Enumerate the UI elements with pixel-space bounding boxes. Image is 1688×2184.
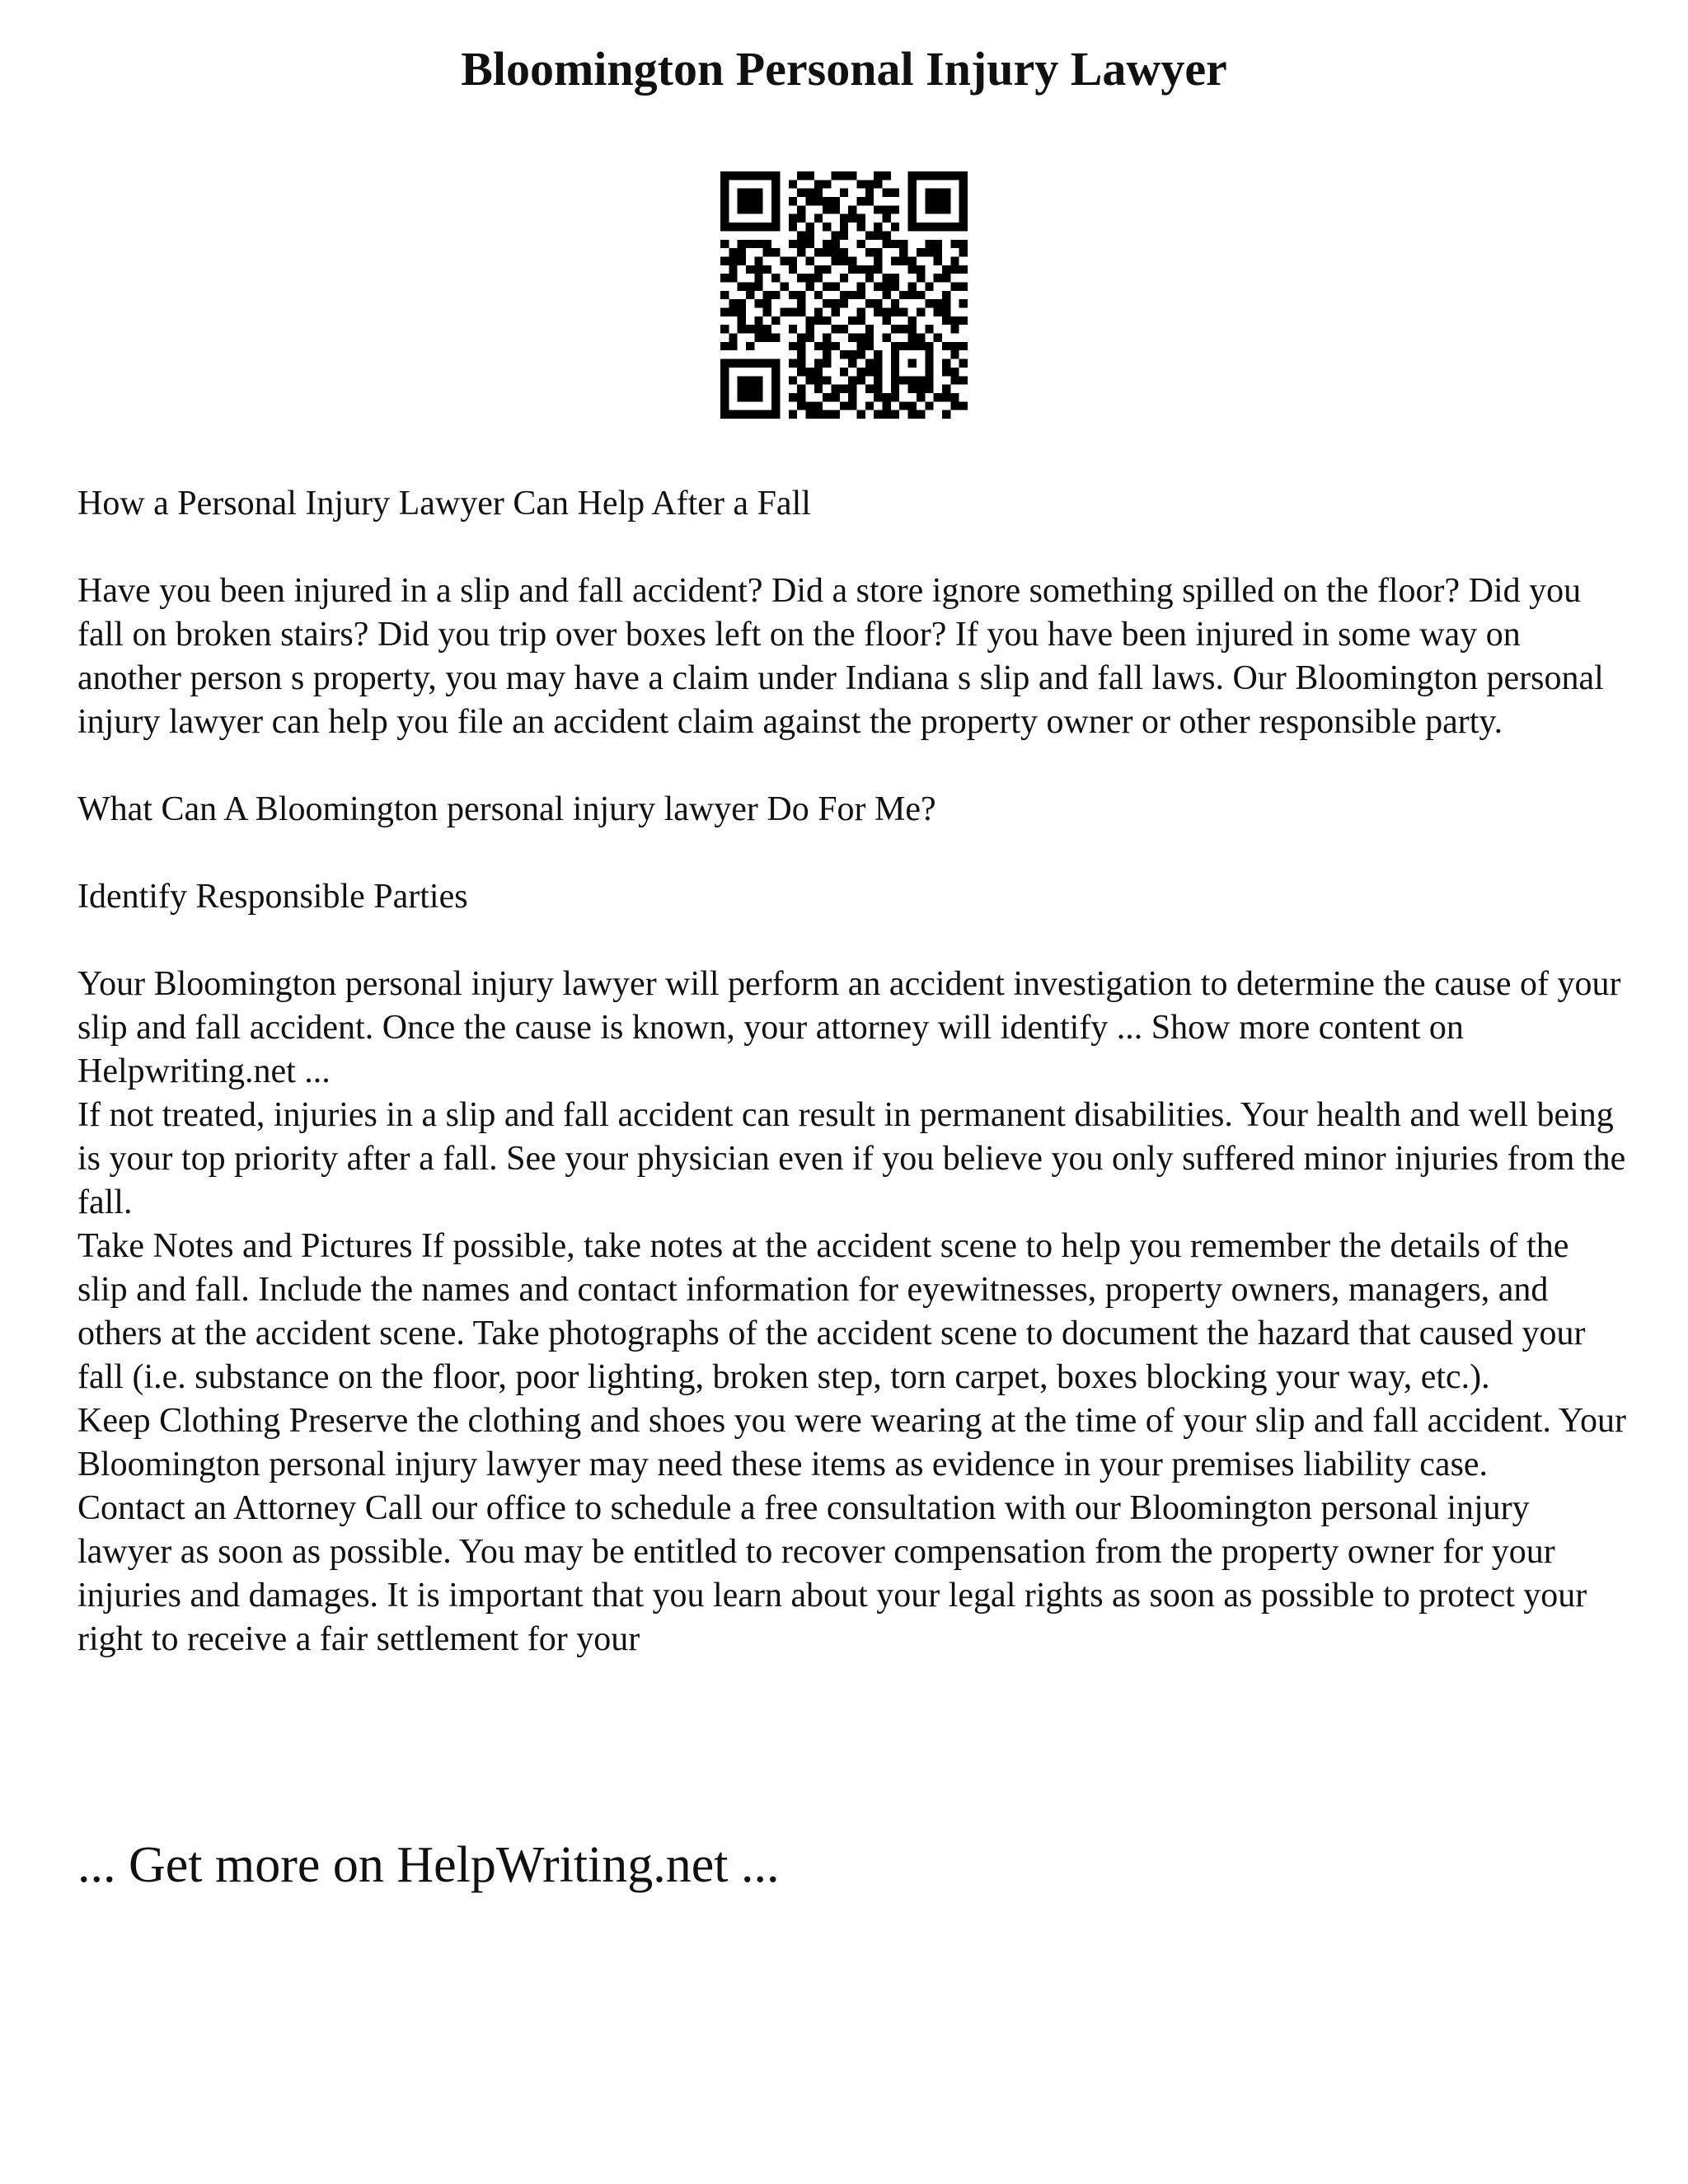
section-heading-what-can-lawyer-do: What Can A Bloomington personal injury lawyer Do For Me?: [77, 790, 936, 828]
get-more-link[interactable]: ... Get more on HelpWriting.net ...: [77, 1837, 780, 1893]
section-heading-fall-help: How a Personal Injury Lawyer Can Help After a Fall: [77, 485, 811, 523]
qr-code-icon: [720, 171, 968, 419]
section-heading-responsible-parties: Identify Responsible Parties: [77, 878, 468, 916]
paragraph-intro: Have you been injured in a slip and fall accident? Did a store ignore something spilled on the floor? Did you fall on broken stairs? Did you trip over boxes left on the floor? If you have been injured in some way on another person s property, you may have a claim under Indiana s slip and fall laws. Our Bloomington personal injury lawyer can help you file an accident claim against the property owner or other responsible party.: [77, 572, 1604, 741]
paragraph-keep-clothing: Keep Clothing Preserve the clothing and shoes you were wearing at the time of your slip and fall accident. Your Bloomington personal injury lawyer may need these items as evidence in your premises liability case.: [77, 1402, 1627, 1483]
paragraph-investigation: Your Bloomington personal injury lawyer will perform an accident investigation to determine the cause of your slip and fall accident. Once the cause is known, your attorney will identify ... Show more content on Helpwriting.net ...: [77, 965, 1621, 1090]
paragraph-medical-care: If not treated, injuries in a slip and fall accident can result in permanent disabilities. Your health and well being is your top priority after a fall. See your physician even if you believe you only suffered minor injuries from the fall.: [77, 1096, 1626, 1221]
document-title: Bloomington Personal Injury Lawyer: [461, 42, 1227, 96]
paragraph-contact-attorney: Contact an Attorney Call our office to schedule a free consultation with our Bloomington personal injury lawyer as soon as possible. You may be entitled to recover compensation from the property owner for your injuries and damages. It is important that you learn about your legal rights as soon as possible to protect your right to receive a fair settlement for your: [77, 1489, 1587, 1658]
document-body: [77, 482, 1627, 1661]
paragraph-notes-pictures: Take Notes and Pictures If possible, take notes at the accident scene to help you remember the details of the slip and fall. Include the names and contact information for eyewitnesses, property owners, managers, and others at the accident scene. Take photographs of the accident scene to document the hazard that caused your fall (i.e. substance on the floor, poor lighting, broken step, torn carpet, boxes blocking your way, etc.).: [77, 1227, 1586, 1396]
